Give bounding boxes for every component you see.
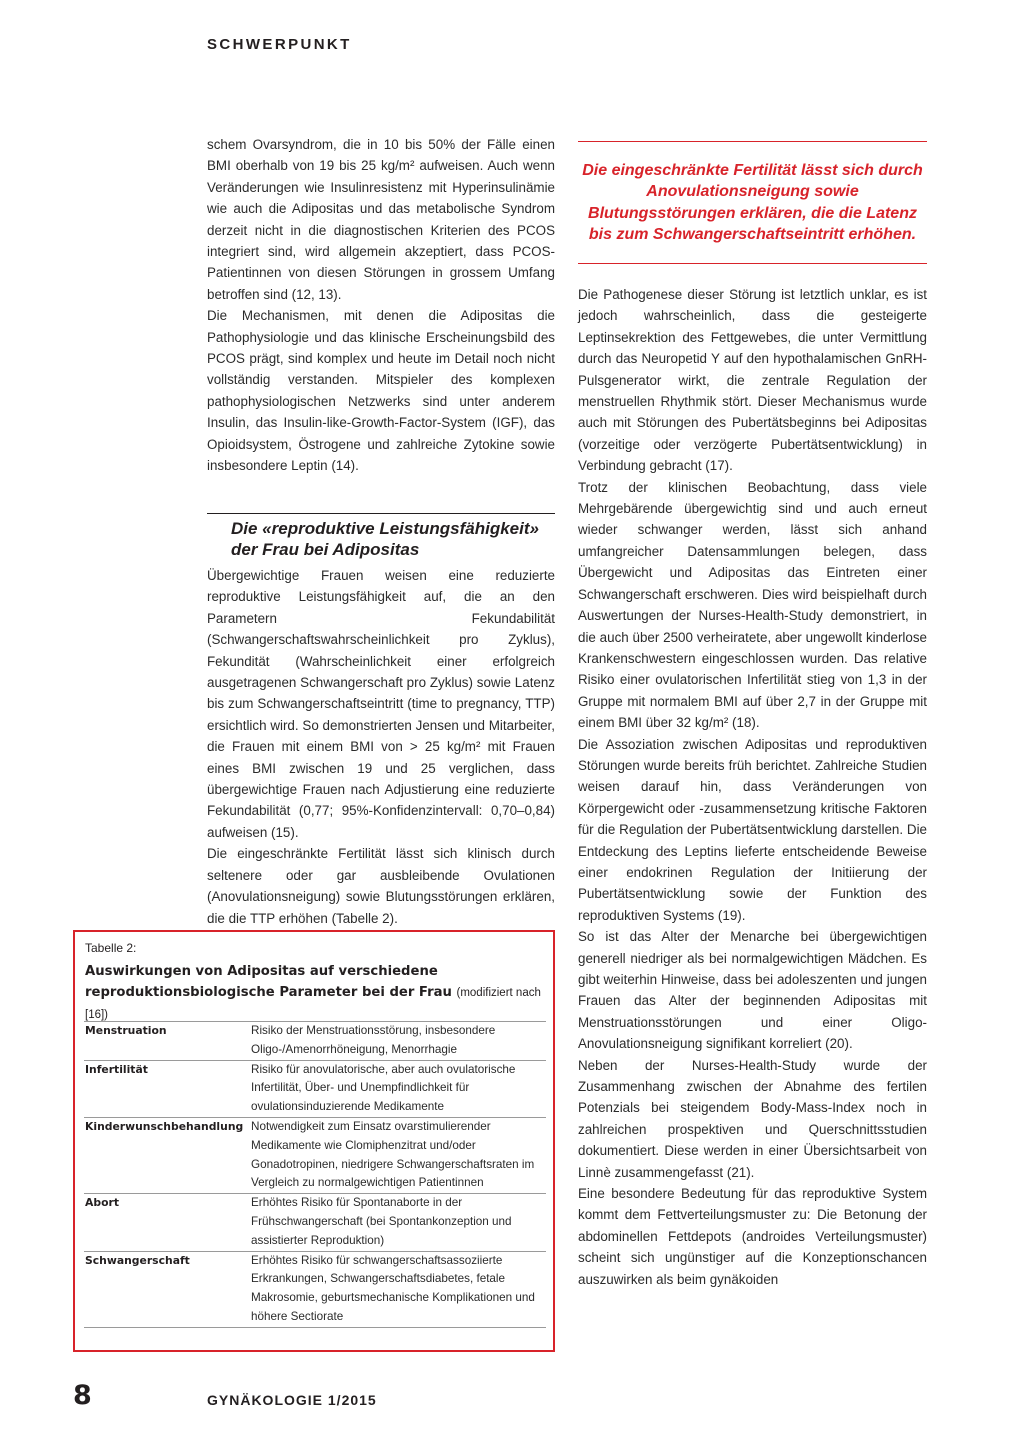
subheading-block <box>207 513 555 560</box>
paragraph: Die Pathogenese dieser Störung ist letztlich unklar, es ist jedoch wahrscheinlich, dass die gesteigerte Leptinsekrektion des Fettgewebes, die unter Vermittlung durch das Neuropetid Y auf den hypothalamischen GnRH-Pulsgenerator wirkt, die zentrale Regulation der menstruellen Rhythmik stört. Dieser Mechanismus wurde auch mit Störungen des Pubertätsbeginns bei Adipositas (vorzeitige oder verzögerte Pubertätsentwicklung) in Verbindung gebracht (17). <box>578 287 927 474</box>
table-row <box>84 1021 546 1060</box>
table-parameter: Infertilität <box>85 1062 148 1076</box>
paragraph: So ist das Alter der Menarche bei übergewichtigen generell niedriger als bei normalgewichtigen Mädchen. Es gibt weiterhin Hinweise, dass bei adoleszenten und jungen Frauen das Alter der beginnenden Adipositas mit Menstruationsstörungen und einer Oligo-Anovulationsneigung signifikant korreliert (20). <box>578 929 927 1052</box>
table-row <box>84 1193 546 1250</box>
paragraph: schem Ovarsyndrom, die in 10 bis 50% der Fälle einen BMI oberhalb von 19 bis 25 kg/m² aufweisen. Auch wenn Veränderungen wie Insulinresistenz mit Hyperinsulinämie wie auch die Adipositas und das metabolische Syndrom derzeit nicht in die diagnostischen Kriterien des PCOS integriert sind, wird allgemein akzeptiert, dass PCOS-Patientinnen von diesen Störungen in grossem Umfang betroffen sind (12, 13). <box>207 137 555 302</box>
page-number: 8 <box>73 1380 92 1411</box>
table-row <box>84 1251 546 1328</box>
pull-quote <box>578 141 927 264</box>
table-effect: Erhöhtes Risiko für schwangerschaftsassoziierte Erkrankungen, Schwangerschaftsdiabetes, fetale Makrosomie, geburtsmechanische Komplikationen und höhere Sectiorate <box>251 1253 535 1323</box>
table-note: (modifiziert nach [16]) <box>85 987 541 1021</box>
section-header: SCHWERPUNKT <box>207 36 352 53</box>
table-row <box>84 1117 546 1193</box>
paragraph: Eine besondere Bedeutung für das reproduktive System kommt dem Fettverteilungsmuster zu: Die Betonung der abdominellen Fettdepots (androides Verteilungsmuster) scheint sich ungünstiger auf die Konzeptionschancen auszuwirken als beim gynäkoiden <box>578 1186 927 1287</box>
table-row <box>84 1060 546 1117</box>
table-body <box>84 1021 546 1328</box>
table-label: Tabelle 2: <box>85 941 137 955</box>
table-parameter: Abort <box>85 1196 119 1210</box>
subheading: Die «reproduktive Leistungsfähigkeit» der Frau bei Adipositas <box>231 519 539 559</box>
paragraph: Neben der Nurses-Health-Study wurde der Zusammenhang zwischen der Abnahme des fertilen Potenzials bei steigendem Body-Mass-Index noch in zahlreichen prospektiven und Querschnittsstudien dokumentiert. Diese werden in einer Übersichtsarbeit von Linnè zusammengefasst (21). <box>578 1057 927 1180</box>
table-parameter: Schwangerschaft <box>85 1253 190 1267</box>
table-parameter: Menstruation <box>85 1024 167 1037</box>
table-effect: Erhöhtes Risiko für Spontanaborte in der Frühschwangerschaft (bei Spontankonzeption und assistierter Reproduktion) <box>251 1196 512 1247</box>
table-effect: Risiko der Menstruationsstörung, insbesondere Oligo-/Amenorrhöneigung, Menorrhagie <box>251 1024 496 1056</box>
journal-issue: GYNÄKOLOGIE 1/2015 <box>207 1392 377 1408</box>
paragraph: Übergewichtige Frauen weisen eine reduzierte reproduktive Leistungsfähigkeit auf, die an den Parametern Fekundabilität (Schwangerschaftswahrscheinlichkeit pro Zyklus), Fekundität (Wahrscheinlichkeit einer erfolgreich ausgetragenen Schwangerschaft pro Zyklus) sowie Latenz bis zum Schwangerschaftseintritt (time to pregnancy, TTP) ersichtlich wird. So demonstrierten Jensen und Mitarbeiter, die Frauen mit einem BMI von > 25 kg/m² mit Frauen eines BMI zwischen 19 und 25 verglichen, dass übergewichtige Frauen nach Adjustierung eine reduzierte Fekundabilität (0,77; 95%-Konfidenzintervall: 0,70–0,84) aufweisen (15). <box>207 568 555 840</box>
left-column-body <box>207 565 555 929</box>
paragraph: Die Mechanismen, mit denen die Adipositas die Pathophysiologie und das klinische Erscheinungsbild des PCOS prägt, sind komplex und heute im Detail noch nicht vollständig verstanden. Mitspieler des komplexen pathophysiologischen Netzwerks sind unter anderem Insulin, das Insulin-like-Growth-Factor-System (IGF), das Opioidsystem, Östrogene und zahlreiche Zytokine sowie insbesondere Leptin (14). <box>207 308 555 474</box>
paragraph: Trotz der klinischen Beobachtung, dass viele Mehrgebärende übergewichtig sind und auch erneut wieder schwanger werden, lässt sich anhand umfangreicher Datensammlungen belegen, dass Übergewicht und Adipositas das Eintreten einer Schwangerschaft erschweren. Dies wird beispielhaft durch Auswertungen der Nurses-Health-Study demonstriert, in die auch über 2500 verheiratete, aber ungewollt kinderlose Krankenschwestern eingeschlossen wurden. Das relative Risiko einer ovulatorischen Infertilität stieg von 1,3 in der Gruppe mit normalem BMI auf über 2,7 in der Gruppe mit einem BMI über 32 kg/m² (18). <box>578 479 927 731</box>
table-effect: Risiko für anovulatorische, aber auch ovulatorische Infertilität, Über- und Unempfindlichkeit für ovulationsinduzierende Medikamente <box>251 1062 516 1114</box>
paragraph: Die Assoziation zwischen Adipositas und reproduktiven Störungen wurde bereits früh berichtet. Zahlreiche Studien weisen darauf hin, dass Veränderungen von Körpergewicht oder -zusammensetzung kritische Faktoren für die Regulation der Pubertätsentwicklung darstellen. Die Entdeckung des Leptins lieferte entscheidende Beweise einer endokrinen Regulation der Initiierung der Pubertätsentwicklung sowie der Funktion des reproduktiven Systems (19). <box>578 736 927 923</box>
paragraph: Die eingeschränkte Fertilität lässt sich klinisch durch seltenere oder gar ausbleibende Ovulationen (Anovulationsneigung) sowie Blutungsstörungen erklären, die die TTP erhöhen (Tabelle 2). <box>207 846 555 926</box>
table-title <box>85 961 545 1026</box>
right-column <box>578 284 927 1290</box>
table-box <box>73 930 555 1352</box>
table-title-text: Auswirkungen von Adipositas auf verschiedene reproduktionsbiologische Parameter bei der Frau <box>85 964 452 1000</box>
left-column-intro <box>207 134 555 477</box>
table-effect: Notwendigkeit zum Einsatz ovarstimulierender Medikamente wie Clomiphenzitrat und/oder Gonadotropinen, niedrigere Schwangerschaftsraten im Vergleich zu normalgewichtigen Patientinnen <box>251 1119 535 1190</box>
table-parameter: Kinderwunschbehandlung <box>85 1119 244 1133</box>
pull-quote-text: Die eingeschränkte Fertilität lässt sich durch Anovulationsneigung sowie Blutungsstörungen erklären, die die Latenz bis zum Schwangerschaftseintritt erhöhen. <box>582 161 923 243</box>
